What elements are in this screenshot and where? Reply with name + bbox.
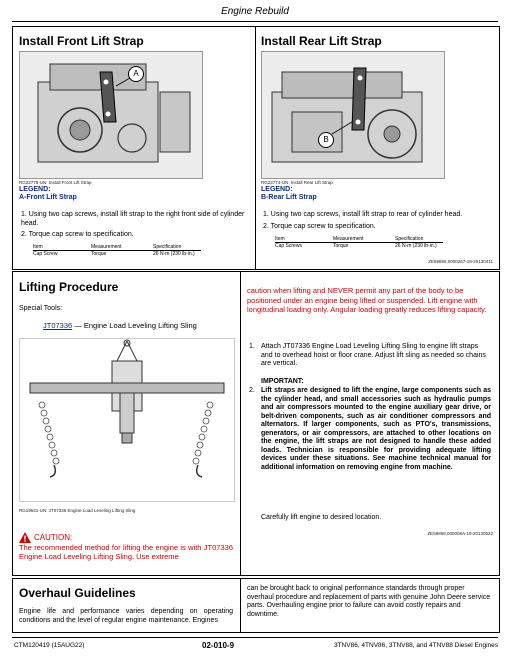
overhaul-section (12, 578, 500, 633)
table-header: Measurement (333, 236, 395, 243)
tool-reference (43, 321, 197, 330)
front-figure-caption: RG22775-UN: Install Front Lift Strap (19, 180, 92, 185)
table-cell: Torque (333, 243, 349, 249)
rear-strap-figure (261, 51, 445, 179)
lifting-sling-illustration (20, 339, 234, 501)
overhaul-heading: Overhaul Guidelines (19, 586, 136, 600)
table-header: Measurement (91, 244, 153, 251)
important-label: IMPORTANT: (261, 378, 304, 385)
table-cell: 26 N·m (230 lb-in.) (153, 251, 195, 257)
warning-triangle-icon (19, 532, 31, 543)
front-legend-title: LEGEND: (19, 186, 51, 193)
callout-a: A (128, 66, 144, 82)
section-title: Engine Rebuild (221, 6, 289, 17)
manual-code: CTM120419 (15AUG22) (14, 642, 85, 649)
caution-label: CAUTION: (34, 533, 73, 542)
front-spec-table (33, 244, 201, 257)
header-rule (12, 21, 498, 22)
rear-spec-table (275, 236, 443, 249)
lifting-sling-figure (19, 338, 235, 502)
engine-front-illustration (20, 52, 202, 178)
lifting-reference-code: ZE59858,000008A-19-20130522 (427, 531, 493, 536)
lift-strap-section (12, 26, 500, 270)
special-tools-label: Special Tools: (19, 305, 63, 312)
rear-step-1: 1. Using two cap screws, install lift strap to rear of cylinder head. (263, 211, 463, 218)
table-cell: Cap Screw (33, 251, 58, 257)
overhaul-text-left: Engine life and performance varies depending on operating conditions and the level of regular engine maintenance. Engines (19, 608, 233, 624)
table-header: Specification (395, 236, 443, 243)
overhaul-text-right: can be brought back to original performance standards through proper overhaul procedure and replacement of parts with genuine John Deere service parts. Overhauling engine prior to failure can avoid costly repairs and downtime. (247, 585, 491, 618)
callout-b: B (318, 132, 334, 148)
front-legend-item: A-Front Lift Strap (19, 194, 77, 201)
front-step-2: 2. Torque cap screw to specification. (21, 231, 134, 238)
column-divider (240, 579, 241, 632)
lifting-step-1: Attach JT07336 Engine Load Leveling Lifting Sling to engine lift straps and to overhead hoist or floor crane. Adjust lift sling as needed so chains are vertical. (261, 343, 486, 367)
front-strap-heading: Install Front Lift Strap (19, 34, 144, 48)
column-divider (255, 27, 256, 269)
caution-text-right: caution when lifting and NEVER permit any part of the body to be positioned under an engine being lifted or suspended. Lift engine with longitudinal loading only. Angular loading greatly reduces lifting capacity. (247, 286, 487, 314)
lifting-heading: Lifting Procedure (19, 280, 119, 294)
table-cell: 26 N·m (230 lb-in.) (395, 243, 437, 249)
rear-figure-caption: RG22774-UN: Install Rear Lift Strap (261, 180, 333, 185)
front-strap-figure (19, 51, 203, 179)
table-header: Item (275, 236, 333, 243)
caution-block-left (19, 532, 233, 561)
table-header: Item (33, 244, 91, 251)
rear-strap-heading: Install Rear Lift Strap (261, 34, 382, 48)
step-1-number: 1. (249, 343, 255, 350)
page-number: 02-010-9 (202, 641, 235, 650)
engine-models: 3TNV86, 4TNV86, 3TNV88, and 4TNV88 Diesel Engines (333, 642, 498, 649)
table-header: Specification (153, 244, 201, 251)
lifting-step-2: Lift straps are designed to lift the engine, large components such as the cylinder head, and small accessories such as hydraulic pumps and air compressors mounted to the engine auxiliary gear drive, or belt-driven components, such as air conditioner compressors and alternators. If larger components, such as PTO's, transmissions, generators, or air compressors, are attached to other locations on the engine, the lift straps are not designed to handle these added loads. Technician is responsible for providing adequate lifting devices under these situations. See machine technical manual for additional information on removing engine from machine. (261, 387, 491, 471)
lifting-figure-caption: RG19641-UN: JT07336 Engine Load Leveling Lifting Sling (19, 508, 136, 513)
footer-rule (12, 637, 498, 638)
step-2-number: 2. (249, 387, 255, 394)
table-cell: Torque (91, 251, 107, 257)
rear-step-2: 2. Torque cap screw to specification. (263, 223, 376, 230)
rear-legend-item: B-Rear Lift Strap (261, 194, 317, 201)
engine-rear-illustration (262, 52, 444, 178)
tool-description: — Engine Load Leveling Lifting Sling (72, 321, 197, 330)
column-divider (240, 272, 241, 575)
tool-link[interactable]: JT07336 (43, 321, 73, 330)
rear-legend-title: LEGEND: (261, 186, 293, 193)
page-footer (12, 640, 498, 654)
page-header (0, 0, 510, 22)
table-cell: Cap Screws (275, 243, 302, 249)
lifting-procedure-section (12, 271, 500, 576)
lifting-final-step: Carefully lift engine to desired location. (261, 514, 382, 521)
rear-reference-code: ZE59858,0000267-19-20130411 (428, 259, 493, 264)
front-step-1: 1. Using two cap screws, install lift strap to the right front side of cylinder head. (21, 211, 245, 227)
caution-text-left: The recommended method for lifting the engine is with JT07336 Engine Load Leveling Lifting Sling. Use extreme (19, 543, 233, 561)
